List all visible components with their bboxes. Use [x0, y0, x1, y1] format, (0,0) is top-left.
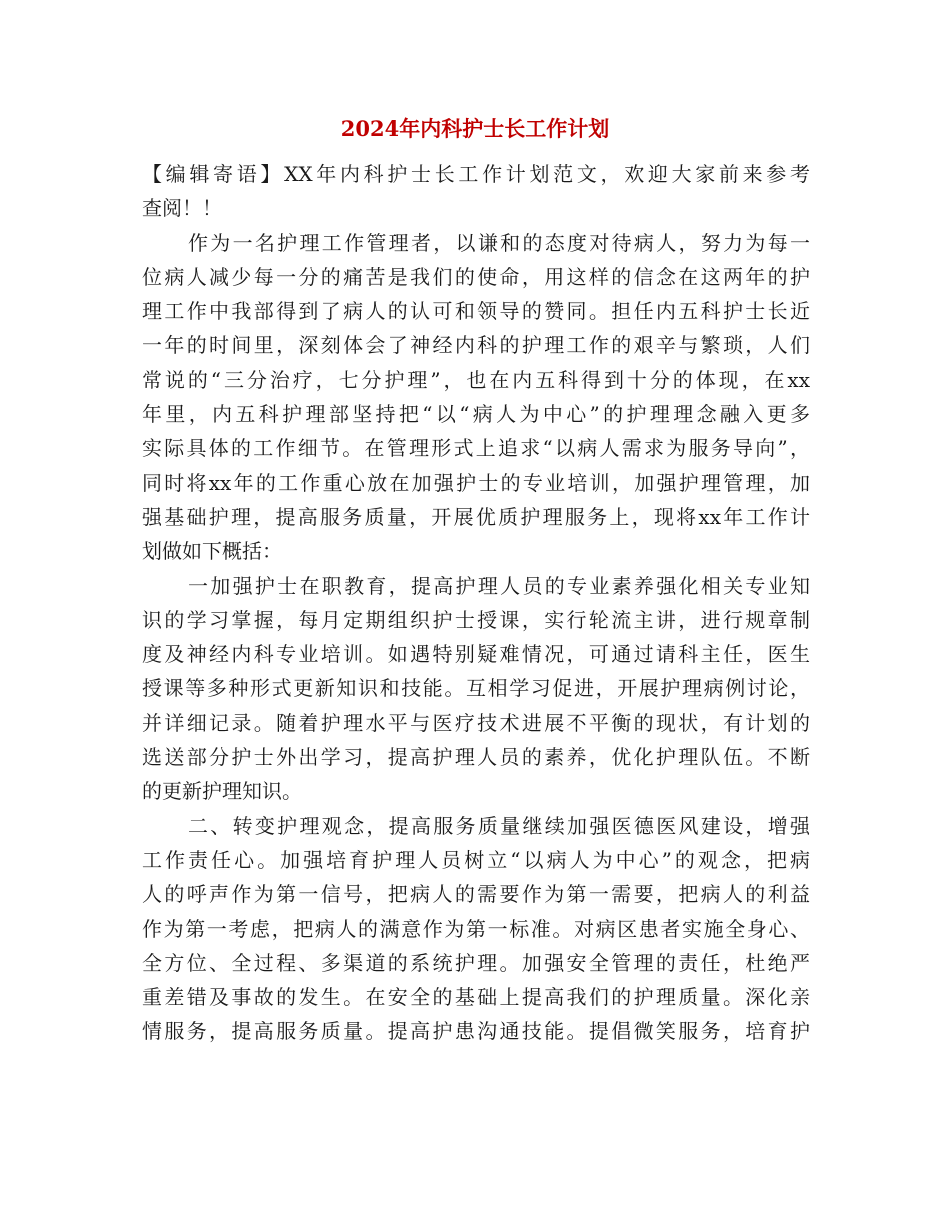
- text-line: 二、转变护理观念，提高服务质量继续加强医德医风建设，增强: [188, 813, 810, 838]
- text-line: 一加强护士在职教育，提高护理人员的专业素养强化相关专业知: [188, 573, 810, 598]
- text-line: 度及神经内科专业培训。如遇特别疑难情况，可通过请科主任，医生: [142, 642, 810, 667]
- text-line: 人的呼声作为第一信号，把病人的需要作为第一需要，把病人的利益: [142, 882, 810, 907]
- text-line: 理工作中我部得到了病人的认可和领导的赞同。担任内五科护士长近: [142, 299, 810, 324]
- text-line: 强基础护理，提高服务质量，开展优质护理服务上，现将xx年工作计: [142, 504, 810, 529]
- document-body: [142, 157, 810, 1049]
- paragraph-section-1: [142, 569, 810, 809]
- text-line: 作为一名护理工作管理者，以谦和的态度对待病人，努力为每一: [188, 230, 810, 255]
- text-line: 重差错及事故的发生。在安全的基础上提高我们的护理质量。深化亲: [142, 985, 810, 1010]
- text-line: 识的学习掌握，每月定期组织护士授课，实行轮流主讲，进行规章制: [142, 607, 810, 632]
- document-title: 2024年内科护士长工作计划: [340, 116, 610, 141]
- text-line: 授课等多种形式更新知识和技能。互相学习促进，开展护理病例讨论，: [142, 676, 810, 701]
- text-line: 划做如下概括：: [142, 539, 282, 564]
- text-line: 查阅！！: [142, 196, 222, 221]
- text-line: 的更新护理知识。: [142, 779, 302, 804]
- text-line: 年里，内五科护理部坚持把“以“病人为中心”的护理理念融入更多: [142, 402, 810, 427]
- text-line: 一年的时间里，深刻体会了神经内科的护理工作的艰辛与繁琐，人们: [142, 333, 810, 358]
- text-line: 作为第一考虑，把病人的满意作为第一标准。对病区患者实施全身心、: [142, 916, 810, 941]
- paragraph-editor-note: [142, 157, 810, 226]
- text-line: 工作责任心。加强培育护理人员树立“以病人为中心”的观念，把病: [142, 847, 810, 872]
- text-line: 同时将xx年的工作重心放在加强护士的专业培训，加强护理管理，加: [142, 470, 810, 495]
- text-line: 全方位、全过程、多渠道的系统护理。加强安全管理的责任，杜绝严: [142, 950, 810, 975]
- text-line: 实际具体的工作细节。在管理形式上追求“以病人需求为服务导向”，: [142, 436, 810, 461]
- text-line: 情服务，提高服务质量。提高护患沟通技能。提倡微笑服务，培育护: [142, 1019, 810, 1044]
- text-line: 【编辑寄语】XX年内科护士长工作计划范文，欢迎大家前来参考: [142, 162, 810, 186]
- text-line: 常说的“三分治疗，七分护理”，也在内五科得到十分的体现，在xx: [142, 367, 810, 392]
- text-line: 选送部分护士外出学习，提高护理人员的素养，优化护理队伍。不断: [142, 745, 810, 770]
- paragraph-intro: [142, 226, 810, 569]
- text-line: 并详细记录。随着护理水平与医疗技术进展不平衡的现状，有计划的: [142, 710, 810, 735]
- paragraph-section-2: [142, 809, 810, 1049]
- text-line: 位病人减少每一分的痛苦是我们的使命，用这样的信念在这两年的护: [142, 264, 810, 289]
